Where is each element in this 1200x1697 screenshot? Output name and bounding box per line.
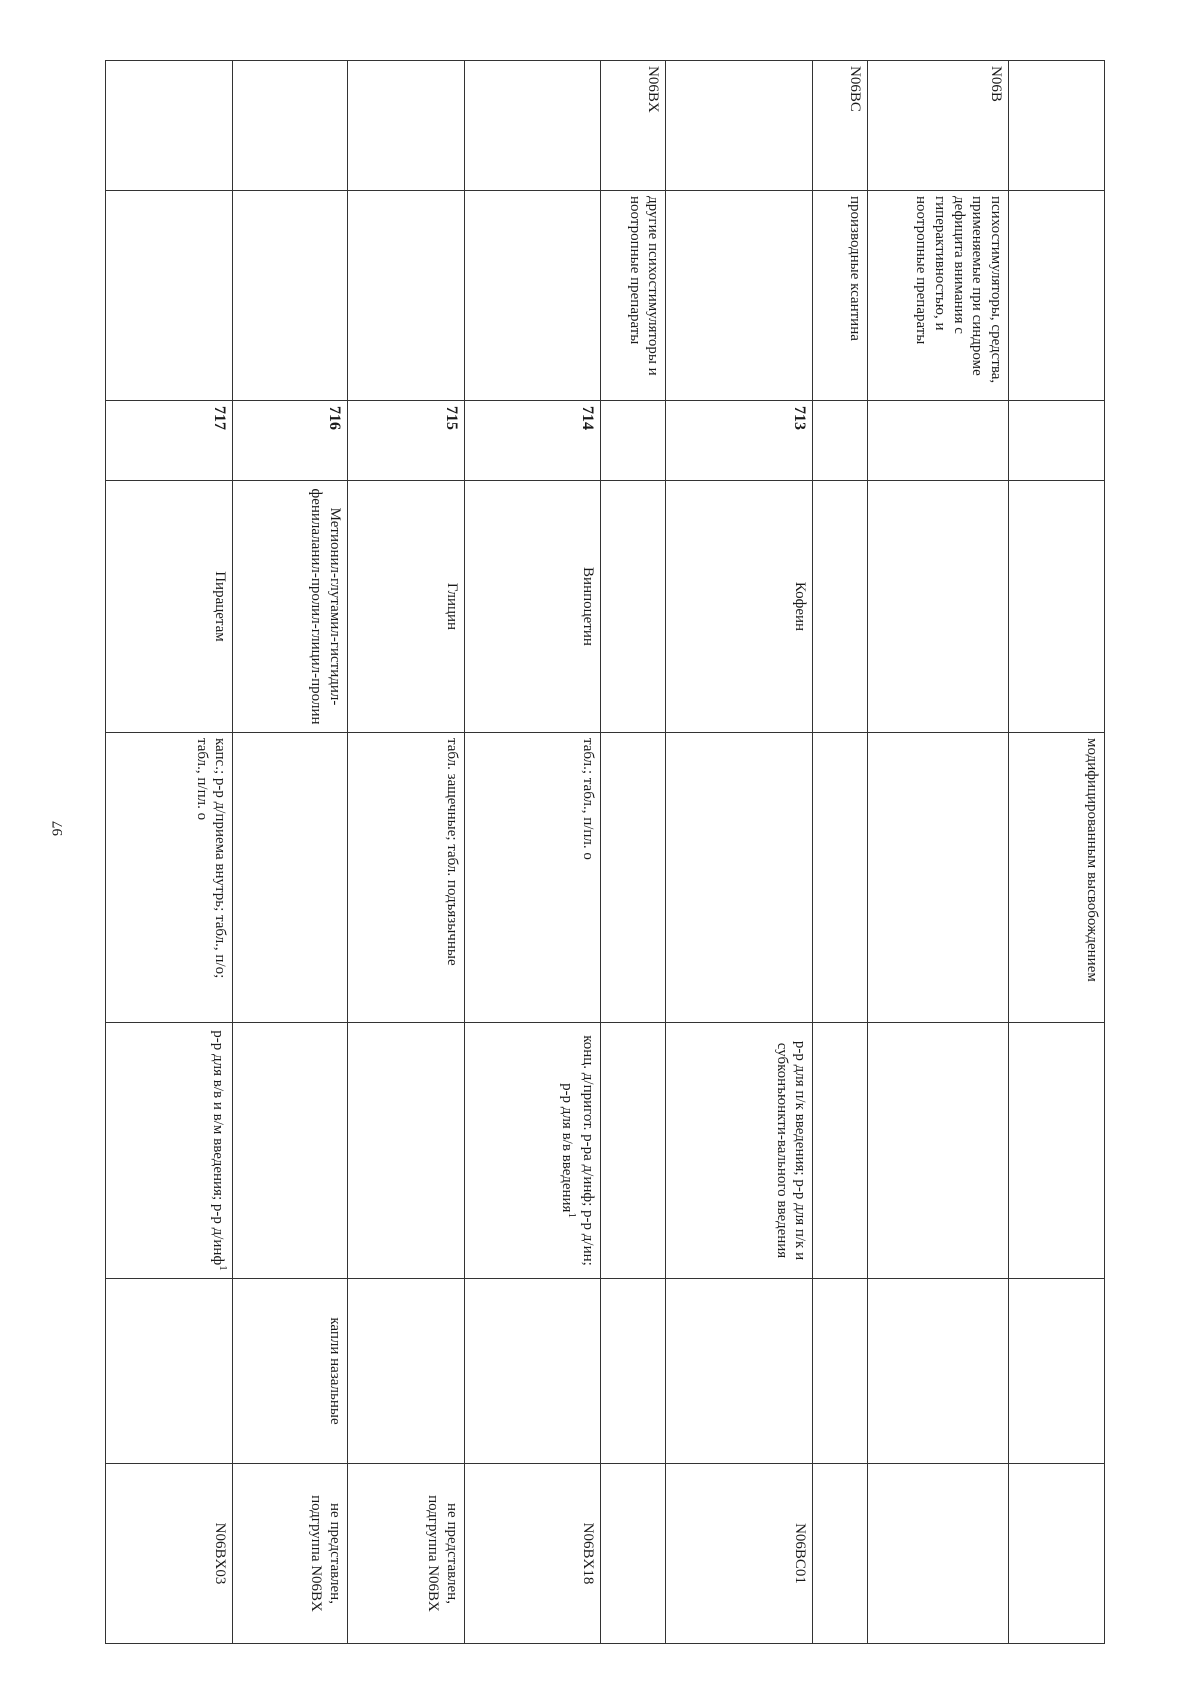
atc-drug-code-cell-text: N06BX03 — [212, 1522, 229, 1585]
row-number-cell-text: 714 — [579, 406, 597, 430]
dosage-form-injection-cell — [813, 1023, 867, 1279]
group-name-cell-text: производные ксантина — [846, 196, 863, 341]
dosage-form-cell — [106, 733, 233, 1023]
group-name-cell — [601, 191, 666, 401]
group-name-cell — [465, 191, 601, 401]
dosage-form-injection-cell — [1009, 1023, 1105, 1279]
table-row — [601, 61, 666, 1644]
drug-table — [105, 60, 1105, 1644]
group-name-cell — [106, 191, 233, 401]
dosage-form-other-cell — [106, 1279, 233, 1464]
dosage-form-injection-cell — [666, 1023, 813, 1279]
group-name-cell — [666, 191, 813, 401]
table-row — [106, 61, 233, 1644]
dosage-form-cell — [867, 733, 1008, 1023]
group-name-cell — [347, 191, 465, 401]
group-name-cell — [813, 191, 867, 401]
atc-drug-code-cell — [867, 1464, 1008, 1644]
dosage-form-cell — [1009, 733, 1105, 1023]
atc-drug-code-cell-text: N06BX18 — [580, 1522, 597, 1585]
drug-name-cell — [233, 481, 347, 733]
dosage-form-other-cell-text: капли назальные — [326, 1317, 343, 1425]
dosage-form-cell-text: модифицированным высвобождением — [1084, 738, 1100, 982]
dosage-form-injection-cell — [106, 1023, 233, 1279]
atc-code-cell — [813, 61, 867, 191]
dosage-form-injection-cell — [465, 1023, 601, 1279]
table-row — [813, 61, 867, 1644]
row-number-cell-text: 717 — [211, 406, 229, 430]
atc-code-cell-text: N06B — [988, 66, 1005, 102]
table-row — [666, 61, 813, 1644]
dosage-form-other-cell — [1009, 1279, 1105, 1464]
atc-code-cell-text: N06BX — [645, 66, 662, 113]
row-number-cell-text: 715 — [443, 406, 461, 430]
table-row — [1009, 61, 1105, 1644]
footnote-marker: 1 — [217, 1265, 230, 1271]
row-number-cell-text: 713 — [791, 406, 809, 430]
atc-code-cell — [465, 61, 601, 191]
atc-drug-code-cell — [465, 1464, 601, 1644]
dosage-form-other-cell — [233, 1279, 347, 1464]
drug-name-cell-text: Глицин — [444, 582, 461, 631]
dosage-form-cell-text: капс.; р-р д/приема внутрь; табл., п/о; табл., п/пл. о — [193, 738, 229, 979]
table-row — [867, 61, 1008, 1644]
group-name-cell — [233, 191, 347, 401]
table-row — [347, 61, 465, 1644]
dosage-form-cell — [666, 733, 813, 1023]
atc-drug-code-cell-text: не представлен, подгруппа N06BX — [425, 1495, 461, 1612]
group-name-cell-text: другие психостимуляторы и ноотропные препараты — [626, 196, 662, 376]
drug-name-cell — [867, 481, 1008, 733]
atc-code-cell — [106, 61, 233, 191]
group-name-cell — [867, 191, 1008, 401]
atc-code-cell — [233, 61, 347, 191]
dosage-form-cell — [347, 733, 465, 1023]
drug-name-cell — [106, 481, 233, 733]
row-number-cell — [867, 401, 1008, 481]
drug-name-cell — [347, 481, 465, 733]
drug-name-cell-text: Винпоцетин — [580, 567, 597, 646]
row-number-cell — [233, 401, 347, 481]
dosage-form-cell — [601, 733, 666, 1023]
row-number-cell — [106, 401, 233, 481]
row-number-cell — [813, 401, 867, 481]
group-name-cell — [1009, 191, 1105, 401]
dosage-form-injection-cell — [233, 1023, 347, 1279]
atc-drug-code-cell — [1009, 1464, 1105, 1644]
row-number-cell — [1009, 401, 1105, 481]
drug-name-cell — [666, 481, 813, 733]
dosage-form-injection-cell-text: конц. д/пригот. р-ра д/инф; р-р д/ин; р-р для в/в введения — [559, 1035, 597, 1266]
drug-name-cell-text: Кофеин — [792, 581, 809, 632]
atc-code-cell-text: N06BC — [846, 66, 863, 112]
drug-name-cell — [465, 481, 601, 733]
dosage-form-cell — [465, 733, 601, 1023]
drug-name-cell — [1009, 481, 1105, 733]
dosage-form-cell-text: табл.; табл., п/пл. о — [580, 738, 597, 860]
dosage-form-injection-cell — [601, 1023, 666, 1279]
dosage-form-other-cell — [601, 1279, 666, 1464]
dosage-form-other-cell — [813, 1279, 867, 1464]
drug-name-cell — [813, 481, 867, 733]
atc-drug-code-cell — [233, 1464, 347, 1644]
atc-code-cell — [666, 61, 813, 191]
atc-code-cell — [601, 61, 666, 191]
drug-name-cell-text: Метионил-глутамил-гистидил-фенилаланил-пролил-глицил-пролин — [307, 488, 343, 725]
dosage-form-cell — [813, 733, 867, 1023]
dosage-form-injection-cell — [347, 1023, 465, 1279]
drug-name-cell — [601, 481, 666, 733]
dosage-form-other-cell — [867, 1279, 1008, 1464]
dosage-form-injection-cell — [867, 1023, 1008, 1279]
dosage-form-other-cell — [666, 1279, 813, 1464]
atc-code-cell — [867, 61, 1008, 191]
dosage-form-other-cell — [347, 1279, 465, 1464]
row-number-cell — [601, 401, 666, 481]
atc-code-cell — [347, 61, 465, 191]
drug-name-cell-text: Пирацетам — [212, 571, 229, 642]
row-number-cell — [347, 401, 465, 481]
table-row — [465, 61, 601, 1644]
row-number-cell — [465, 401, 601, 481]
atc-drug-code-cell — [601, 1464, 666, 1644]
dosage-form-cell — [233, 733, 347, 1023]
atc-drug-code-cell — [666, 1464, 813, 1644]
dosage-form-injection-cell-text: р-р для п/к введения; р-р для п/к и субконъюнкти-вального введения — [773, 1040, 809, 1261]
dosage-form-cell-text: табл. защечные; табл. подъязычные — [444, 738, 461, 966]
atc-drug-code-cell-text: N06BC01 — [792, 1523, 809, 1584]
rotated-table-wrapper — [105, 60, 1105, 1643]
page-number: 97 — [50, 821, 66, 836]
dosage-form-injection-cell-text: р-р для в/в и в/м введения; р-р д/инф — [210, 1030, 227, 1266]
atc-drug-code-cell-text: не представлен, подгруппа N06BX — [307, 1495, 343, 1612]
dosage-form-other-cell — [465, 1279, 601, 1464]
row-number-cell-text: 716 — [325, 406, 343, 430]
row-number-cell — [666, 401, 813, 481]
table-row — [233, 61, 347, 1644]
atc-drug-code-cell — [813, 1464, 867, 1644]
atc-code-cell — [1009, 61, 1105, 191]
atc-drug-code-cell — [347, 1464, 465, 1644]
group-name-cell-text: психостимуляторы, средства, применяемые при синдроме дефицита внимания с гиперактивностью, и ноотропные препараты — [913, 196, 1005, 384]
atc-drug-code-cell — [106, 1464, 233, 1644]
footnote-marker: 1 — [566, 1212, 579, 1218]
